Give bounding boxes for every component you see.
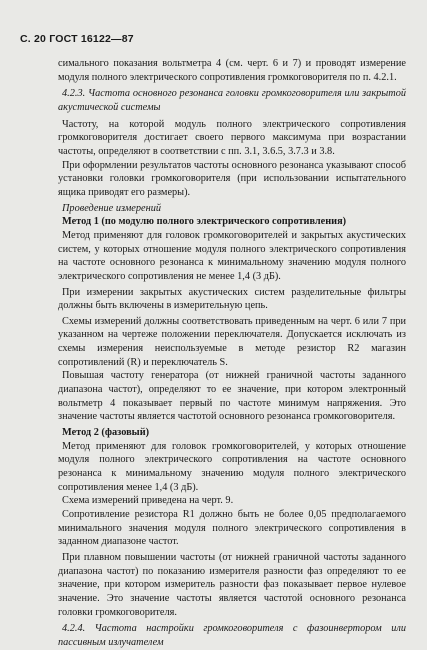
- paragraph: При измерении закрытых акустических систем разделительные фильтры должны быть включены в измерительную цепь.: [58, 286, 406, 312]
- paragraph: Частоту, на которой модуль полного электрического сопротивления громкоговорителя достигает своего первого максимума при возрастании частоты, определяют в соответствии с пп. 3.1, 3.6.5, 3.7.3 и 3.8.: [58, 118, 406, 157]
- paragraph: симального показания вольтметра 4 (см. черт. 6 и 7) и проводят измерение модуля полного электрического сопротивления громкоговорителя по п. 4.2.1.: [58, 58, 406, 83]
- section-heading-4-2-4: 4.2.4. Частота настройки громкоговорителя с фазоинвертором или пассивным излучателем: [58, 623, 406, 648]
- paragraph: Сопротивление резистора R1 должно быть не более 0,05 предполагаемого минимального значения модуля полного электрического сопротивления в заданном диапазоне частот.: [58, 509, 406, 548]
- paragraph: Метод применяют для головок громкоговорителей, у которых отношение модуля полного электрического сопротивления на частоте основного резонанса к минимальному значению модуля полного электрического сопротивления менее 1,4 (3 дБ).: [58, 440, 406, 493]
- paragraph: При оформлении результатов частоты основного резонанса указывают способ установки головки громкоговорителя (при использовании испытательного ящика приводят его размеры).: [58, 159, 406, 198]
- paragraph: При плавном повышении частоты (от нижней граничной частоты заданного диапазона частот) по показанию измерителя разности фаз определяют то ее значение, при котором измеритель разности фаз показывает первое нулевое значение. Это значение частоты является частотой основного резонанса головки громкоговорителя.: [58, 551, 406, 618]
- paragraph: Схема измерений приведена на черт. 9.: [62, 495, 234, 507]
- method-2-heading: Метод 2 (фазовый): [62, 427, 150, 439]
- document-body: [58, 57, 406, 650]
- paragraph: Повышая частоту генератора (от нижней граничной частоты заданного диапазона частот), определяют то ее значение, при котором электронный вольтметр 4 показывает первый по частоте минимум напряжения. Это значение частоты является частотой основного резонанса громкоговорителя.: [58, 370, 406, 423]
- paragraph: Схемы измерений должны соответствовать приведенным на черт. 6 или 7 при указанном на чертеже положении переключателя. Допускается исключать из схемы измерения неиспользуемые в методе резистор R2 магазин сопротивлений (R) и переключатель S.: [58, 315, 406, 368]
- page-header: С. 20 ГОСТ 16122—87: [20, 33, 134, 45]
- paragraph: Метод применяют для головок громкоговорителей и закрытых акустических систем, у которых отношение модуля полного электрического сопротивления на частоте основного резонанса к минимальному значению модуля полного электрического сопротивления не менее 1,4 (3 дБ).: [58, 229, 406, 282]
- section-heading-4-2-3: 4.2.3. Частота основного резонанса головки громкоговорителя или закрытой акустической системы: [58, 88, 406, 113]
- method-1-heading: Метод 1 (по модулю полного электрического сопротивления): [62, 216, 347, 228]
- subheading-measurements: Проведение измерений: [62, 202, 161, 214]
